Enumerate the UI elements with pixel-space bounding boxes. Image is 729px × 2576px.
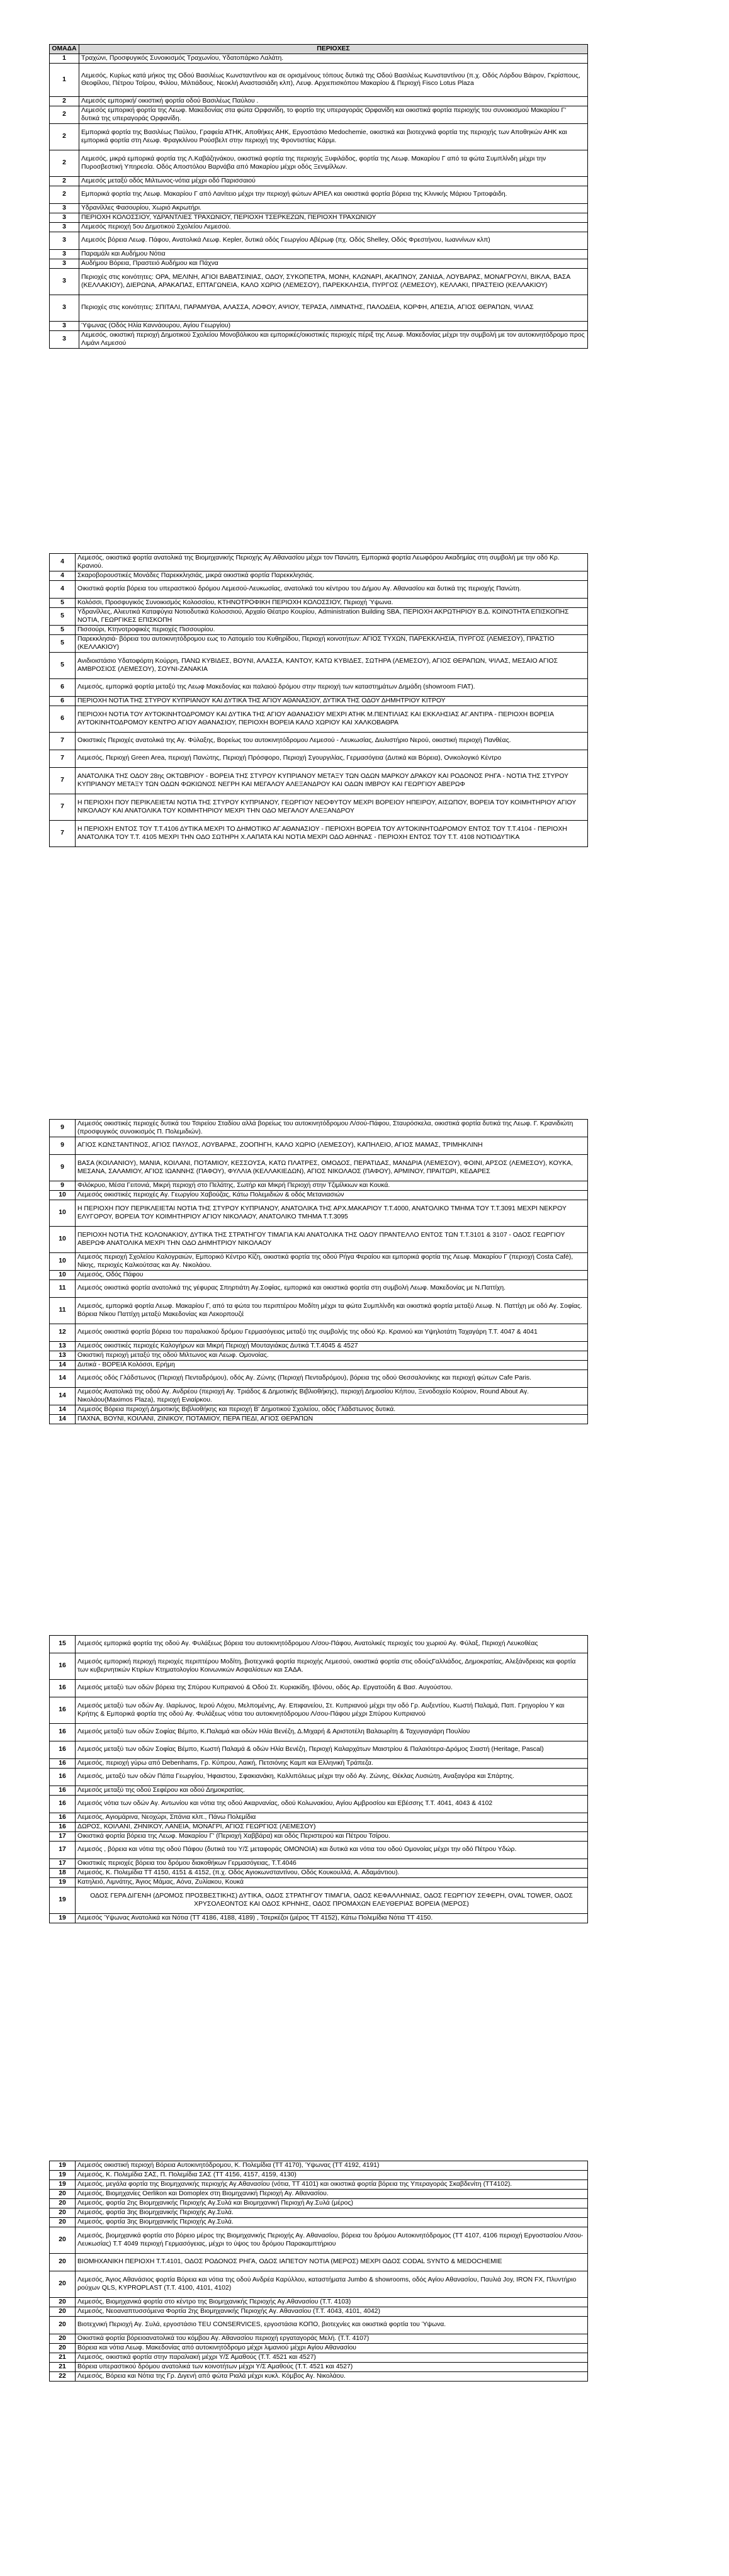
area-description: Λεμεσός οικιστική περιοχή Βόρεια Αυτοκινητόδρομου, Κ. Πολεμίδια (ΤΤ 4170), Ύψωνας (ΤΤ 4192, 4191) (76, 2161, 588, 2171)
group-number: 2 (50, 150, 79, 177)
area-description: ΒΑΣΑ (ΚΟΙΛΑΝΙΟΥ), ΜΑΝΙΑ, ΚΟΙΛΑΝΙ, ΠΟΤΑΜΙΟΥ, ΚΕΣΣΟΥΣΑ, ΚΑΤΩ ΠΛΑΤΡΕΣ, ΟΜΟΔΟΣ, ΠΕΡΑΤΙΔΑΣ, ΜΑΝΔΡΙΑ (ΛΕΜΕΣΟΥ), ΦΟΙΝΙ, ΑΡΣΟΣ (ΛΕΜΕΣΟΥ), ΚΟΥΚΑ, ΜΕΣΑΝΑ, ΣΑΛΑΜΙΟΥ, ΑΓΙΟΣ ΙΩΑΝΝΗΣ (ΠΑΦΟΥ), ΦΥΛΛΙΑ (ΚΕΛΛΑΚΙΕΔΩΝ), ΑΓΙΟΣ ΝΙΚΟΛΑΟΣ (ΠΑΦΟΥ), ΑΡΜΙΝΟΥ, ΠΡΑΙΤΩΡΙ, ΚΕΔΑΡΕΣ (76, 1155, 588, 1181)
area-description: Αυδήμου Βόρεια, Πραστειό Αυδήμου και Πάχνα (79, 259, 588, 269)
table-row (50, 750, 588, 768)
area-description: Λεμεσός, Κυρίως κατά μήκος της Οδού Βασιλέως Κωνσταντίνου και σε ορισμένους τόπους δυτικά της Οδού Βασιλέως Κωνσταντίνου (π.χ. Οδός Λόρδου Βάιρον, Γκρίσπους, Θεοφίλου, Πέτρου Τσίρου, Φιλίου, Μιλτιάδους, Νεοκλή Αναστασιάδη κλπ), Λευφ. Αρχιεπισκόπου Μακαρίου & Περιοχή Fisco Lotus Plaza (79, 64, 588, 97)
area-description: Λεμεσός οικιστικά φορτία βόρεια του παραλιακού δρόμου Γερμασόγειας μεταξύ της συμβολής της οδού Κρ. Κρανιού και Υψηλοτάτη Ταχαγάρη Τ.Τ. 4047 & 4041 (76, 1324, 588, 1342)
area-description: Δυτικά - ΒΟΡΕΙΑ Κολόσσι, Ερήμη (76, 1361, 588, 1370)
table-row (50, 2227, 588, 2254)
area-description: Λεμεσός, Κ. Πολεμίδια ΤΤ 4150, 4151 & 4152, (π.χ. Οδός Αγιοκωνσταντίνου, Οδός Κουκουλλά, Α. Αδαμάντιου). (76, 1869, 588, 1878)
area-description: Λεμεσός οδός Γλάδστωνος (Περιοχή Πενταδρόμου), οδός Αγ. Ζώνης (Περιοχή Πενταδρόμου), βόρεια της οδού Θεσσαλονίκης και περιοχή φώτων Cafe Paris. (76, 1370, 588, 1388)
group-number: 21 (50, 2353, 76, 2363)
table-row (50, 697, 588, 706)
group-number: 5 (50, 608, 76, 626)
group-number: 5 (50, 635, 76, 653)
group-number: 20 (50, 2334, 76, 2344)
group-number: 3 (50, 331, 79, 349)
area-description: ΑΝΑΤΟΛΙΚΑ ΤΗΣ ΟΔΟΥ 28ης ΟΚΤΩΒΡΙΟΥ - ΒΟΡΕΙΑ ΤΗΣ ΣΤΥΡΟΥ ΚΥΠΡΙΑΝΟΥ ΜΕΤΑΞΥ ΤΩΝ ΟΔΩΝ ΜΑΡΚΟΥ ΔΡΑΚΟΥ ΚΑΙ ΡΟΔΟΝΟΣ ΡΗΓΑ - ΝΟΤΙΑ ΤΗΣ ΣΤΥΡΟΥ ΚΥΠΡΙΑΝΟΥ ΜΕΤΑΞΥ ΤΩΝ ΟΔΩΝ ΦΩΚΙΩΝΟΣ ΝΕΓΡΗ ΚΑΙ ΜΕΓΑΛΟΥ ΑΛΕΞΑΝΔΡΟΥ ΚΑΙ ΟΔΩΝ ΙΜΒΡΟΥ ΚΑΙ ΓΕΩΡΓΙΟΥ ΑΒΕΡΩΦ (76, 768, 588, 794)
table-row (50, 1869, 588, 1878)
area-description: Λεμεσός, φορτία 3ης Βιομηχανικής Περιοχής Αγ.Συλά. (76, 2208, 588, 2218)
group-number: 9 (50, 1181, 76, 1191)
areas-table (49, 1119, 588, 1424)
area-description: Ύψωνας (Οδός Ηλία Καννάουρου, Αγίου Γεωργίου) (79, 322, 588, 331)
group-number: 14 (50, 1405, 76, 1415)
group-number: 4 (50, 571, 76, 581)
table-row (50, 1859, 588, 1869)
area-description: Υδρανίλλες Φασουρίου, Χωριό Ακρωτήρι. (79, 204, 588, 213)
area-description: Λεμεσός, Άγιος Αθανάσιος φορτία Βόρεια και νότια της οδού Ανδρέα Καρύλλου, καταστήματα Jumbo & showrooms, οδός Αγίου Αθανασίου, Παυλιά Joy, IRON FX, Πλυντήριο ρούχων QLS, KYPROPLAST (Τ.Τ. 4100, 4101, 4102) (76, 2271, 588, 2298)
table-row (50, 1200, 588, 1227)
table-row (50, 1191, 588, 1200)
group-number: 10 (50, 1227, 76, 1253)
table-row (50, 599, 588, 608)
areas-table (49, 2161, 588, 2382)
table-row (50, 1759, 588, 1769)
group-number: 20 (50, 2190, 76, 2199)
table-row (50, 1832, 588, 1842)
area-description: ΠΕΡΙΟΧΗ ΝΟΤΙΑ ΤΗΣ ΚΟΛΟΝΑΚΙΟΥ, ΔΥΤΙΚΑ ΤΗΣ ΣΤΡΑΤΗΓΟΥ ΤΙΜΑΓΙΑ ΚΑΙ ΑΝΑΤΟΛΙΚΑ ΤΗΣ ΟΔΟΥ ΠΡΑΝΤΕΛΛΟ ΕΝΤΟΣ ΤΩΝ Τ.Τ.3101 & 3107 - ΟΔΟΣ ΓΕΩΡΓΙΟΥ ΑΒΕΡΩΦ ΑΝΑΤΟΛΙΚΑ ΜΕΧΡΙ ΤΗΝ ΟΔΟ ΔΗΜΗΤΡΙΟΥ ΝΙΚΟΛΑΟΥ (76, 1227, 588, 1253)
table-row (50, 1405, 588, 1415)
area-description: Λεμεσός Βόρεια περιοχή Δημοτικής Βιβλιοθήκης και περιοχή Β' Δημοτικού Σχολείου, οδός Γλάδστωνος δυτικά. (76, 1405, 588, 1415)
group-number: 16 (50, 1813, 76, 1823)
area-description: Οικιστικά φορτία βόρειοανατολικά του κόμβου Αγ. Αθανασίου περιοχή εργαταγοράς Μελή. (Τ.Τ. 4107) (76, 2334, 588, 2344)
table-row (50, 1878, 588, 1887)
table-row (50, 223, 588, 232)
area-description: Οικιστικά φορτία βόρεια του υπεραστικού δρόμου Λεμεσού-Λευκωσίας, ανατολικά του κέντρου του Δήμου Αγ. Αθανασίου και δυτικά της περιοχής Πανώτη. (76, 581, 588, 599)
area-description: Οικιστικές Περιοχές ανατολικά της Αγ. Φύλαξης, Βορείως του αυτοκινητόδρομου Λεμεσού - Λευκωσίας, Διυλιστήριο Νερού, οικιστική περιοχή Πανθέας. (76, 733, 588, 750)
area-description: ΔΩΡΟΣ, ΚΟΙΛΑΝΙ, ΖΗΝΙΚΟΥ, ΛΑΝΕΙΑ, ΜΟΝΑΓΡΙ, ΑΓΙΟΣ ΓΕΩΡΓΙΟΣ (ΛΕΜΕΣΟΥ) (76, 1823, 588, 1832)
area-description: ΠΕΡΙΟΧΗ ΝΟΤΙΑ ΤΗΣ ΣΤΥΡΟΥ ΚΥΠΡΙΑΝΟΥ ΚΑΙ ΔΥΤΙΚΑ ΤΗΣ ΑΓΙΟΥ ΑΘΑΝΑΣΙΟΥ, ΔΥΤΙΚΑ ΤΗΣ ΟΔΟΥ ΔΗΜΗΤΡΙΟΥ ΚΙΤΡΟΥ (76, 697, 588, 706)
table-header (50, 45, 588, 54)
area-description: Λεμεσός, εμπορικά φορτία Λεωφ. Μακαρίου Γ, από τα φώτα του περιπτέρου Μοδίτη μέχρι τα φώτα Συμπλίνδη και οικιστικά φορτία μεταξύ Λεωφ. Ν. Παττίχη με οδό Αγ. Σοφίας. Βόρεια Νίκου Παττίχη μεταξύ Μακεδονίας και Λεκορπουζέ (76, 1298, 588, 1324)
group-number: 19 (50, 1914, 76, 1923)
header-group: ΟΜΑΔΑ (50, 45, 79, 54)
area-description: Λεμεσός μεταξύ της οδού Σεφέρου και οδού Δημοκρατίας. (76, 1786, 588, 1796)
group-number: 15 (50, 1636, 76, 1653)
area-description: Λεμεσός νότια των οδών Αγ. Αντωνίου και νότια της οδού Ακαρνανίας, οδού Κολωνακίου, Αγίου Αμβροσίου και Εβέσσης Τ.Τ. 4041, 4043 & 4102 (76, 1796, 588, 1813)
area-description: Λεμεσός , βόρεια και νότια της οδού Πάφου (δυτικά του Υ/Σ μεταφοράς ΟΜΟΝΟΙΑ) και δυτικά και νότια του οδού Ομονοίας μέχρι την οδό Πέτρου Υδώρ. (76, 1842, 588, 1859)
group-number: 17 (50, 1832, 76, 1842)
table-row (50, 2334, 588, 2344)
group-number: 7 (50, 794, 76, 821)
group-number: 16 (50, 1759, 76, 1769)
group-number: 19 (50, 2161, 76, 2171)
area-description: Βόρεια και νότια Λεωφ. Μακεδονίας από αυτοκινητόδρομο μέχρι λιμανιού μέχρι Αγίου Αθανασίου (76, 2344, 588, 2353)
area-description: Η ΠΕΡΙΟΧΗ ΠΟΥ ΠΕΡΙΚΛΕΙΕΤΑΙ ΝΟΤΙΑ ΤΗΣ ΣΤΥΡΟΥ ΚΥΠΡΙΑΝΟΥ, ΑΝΑΤΟΛΙΚΑ ΤΗΣ ΑΡΧ.ΜΑΚΑΡΙΟΥ Τ.Τ.4000, ΑΝΑΤΟΛΙΚΟ ΤΜΗΜΑ ΤΟΥ Τ.Τ.3091 ΜΕΧΡΙ ΝΕΚΡΟΥ ΕΛΥΓΟΡΟΥ, ΒΟΡΕΙΑ ΤΟΥ ΚΟΙΜΗΤΗΡΙΟΥ ΑΓΙΟΥ ΝΙΚΟΛΑΟΥ, ΑΝΑΤΟΛΙΚΟ ΤΜΗΜΑ Τ.Τ.3095 (76, 1200, 588, 1227)
area-description: Λεμεσός οικιστικές περιοχές Καλογήρων και Μικρή Περιοχή Μουταγιάκας Δυτικά Τ.Τ.4045 & 4527 (76, 1342, 588, 1351)
area-description: Λεμεσός εμπορικά φορτία της οδού Αγ. Φυλάξεως βόρεια του αυτοκινητόδρομου Λ/σου-Πάφου, Ανατολικές περιοχές του χωριού Αγ. Φύλαξ, Περιοχή Λευκοθέας (76, 1636, 588, 1653)
table-row (50, 124, 588, 150)
group-number: 10 (50, 1253, 76, 1271)
group-number: 16 (50, 1769, 76, 1786)
table-row (50, 177, 588, 186)
group-number: 17 (50, 1859, 76, 1869)
area-description: Λεμεσός, Βόρεια και Νότια της Γρ. Διγενή από φώτα Ριαλά μέχρι κυκλ. Κόμβος Αγ. Νικολάου. (76, 2372, 588, 2382)
table-row (50, 1351, 588, 1361)
area-description: ΠΑΧΝΑ, ΒΟΥΝΙ, ΚΟΙΛΑΝΙ, ΖΙΝΙΚΟΥ, ΠΟΤΑΜΙΟΥ, ΠΕΡΑ ΠΕΔΙ, ΑΓΙΟΣ ΘΕΡΑΠΩΝ (76, 1415, 588, 1424)
area-description: Λεμεσός, Οδός Πάφου (76, 1271, 588, 1280)
area-description: Λεμεσός, οικιστική περιοχή Δημοτικού Σχολείου Μονοβόλικου και εμπορικές/οικιστικές περιοχές πέριξ της Λεωφ. Μακεδονίας μέχρι την συμβολή με τον αυτοκινητόδρομο προς Λιμάνι Λεμεσού (79, 331, 588, 349)
group-number: 21 (50, 2363, 76, 2372)
table-row (50, 2199, 588, 2208)
group-number: 10 (50, 1200, 76, 1227)
table-row (50, 1741, 588, 1759)
group-number: 20 (50, 2344, 76, 2353)
area-description: Λεμεσός μεταξύ των οδών βόρεια της Σπύρου Κυπριανού & Οδού Στ. Κυριακίδη, Ιβόνου, οδός Αρ. Εργατούδη & Βασ. Αυγούστου. (76, 1680, 588, 1697)
group-number: 7 (50, 821, 76, 847)
area-description: Λεμεσός, μικρά εμπορικά φορτία της Λ.Καβάζηνάκου, οικιστικά φορτία της περιοχής Ξυφιλάδος, φορτία της Λεωφ. Μακαρίου Γ από τα φώτα Συμπλίνδη μέχρι την Πυροσβεστική Υπηρεσία. Οδός Αποστόλου Βαρνάβα από Μακαρίου μέχρι οδός Ξενιμίλλων. (79, 150, 588, 177)
table-row (50, 2171, 588, 2180)
table-row (50, 626, 588, 635)
group-number: 16 (50, 1796, 76, 1813)
group-number: 22 (50, 2372, 76, 2382)
table-row (50, 232, 588, 250)
table-row (50, 1813, 588, 1823)
area-description: Λεμεσός, βιομηχανικά φορτία στο βόρειο μέρος της Βιομηχανικής Περιοχής Αγ. Αθανασίου, βόρεια του δρόμου Αυτοκινητόδρομος (ΤΤ 4107, 4106 περιοχή Εργοστασίου Λ/σου-Λευκωσίας) Τ.Τ 4049 περιοχή Γερμασόγειας, μέχρι το ύψος του δρόμου Παρακαμπτήριου (76, 2227, 588, 2254)
areas-table (49, 44, 588, 349)
group-number: 9 (50, 1120, 76, 1137)
area-description: Λεμεσός, οικιστικά φορτία ανατολικά της Βιομηχανικής Περιοχής Αγ.Αθανασίου μέχρι τον Πανώτη, Εμπορικά φορτία Λεωφόρου Ακαδημίας στη συμβολή με την οδό Κρ. Κρανιού. (76, 554, 588, 571)
group-number: 14 (50, 1415, 76, 1424)
group-number: 3 (50, 269, 79, 295)
group-number: 3 (50, 223, 79, 232)
area-description: Εμπορικά φορτία της Βασιλέως Παύλου, Γραφεία ΑΤΗΚ, Αποθήκες ΑΗΚ, Εργοστάσιο Medochemie, οικιστικά και βιοτεχνικά φορτία της περιοχής των Αποθηκών ΑΗΚ και εμπορικά φορτία στη Λεωφ. Φραγκλίνου Ρούσβελτ στην περιοχή της Φροντιστίας Κάρμι. (79, 124, 588, 150)
area-description: Κολόσσι, Προσφυγικός Συνοικισμός Κολοσσίου, ΚΤΗΝΟΤΡΟΦΙΚΗ ΠΕΡΙΟΧΗ ΚΟΛΟΣΣΙΟΥ, Περιοχή Ύψωνα. (76, 599, 588, 608)
area-description: Λεμεσός περιοχή Σχολείου Καλογραιών, Εμπορικό Κέντρο Κίζη, οικιστικά φορτία της οδού Ρήγα Φεραίου και εμπορικά φορτία της Λεωφ. Μακαρίου Γ (περιοχή Costa Café), Νίκης, περιοχές Καλκούτσας και Αγ. Νικολάου. (76, 1253, 588, 1271)
group-number: 3 (50, 295, 79, 322)
area-description: Λεμεσός μεταξύ των οδών Σοφίας Βέμπο, Κωστή Παλαμά & οδών Ηλία Βενέζη, Περιοχή Καλαρχάτων Μαιστρίου & Παλαιότερα-Δρόμος Σιαστή (Heritage, Pascal) (76, 1741, 588, 1759)
table-row (50, 1823, 588, 1832)
table-row (50, 1914, 588, 1923)
header-areas: ΠΕΡΙΟΧΕΣ (79, 45, 588, 54)
group-number: 2 (50, 177, 79, 186)
area-description: Λεμεσός οικιστικές περιοχές δυτικά του Τσιρείου Σταδίου αλλά βορείως του αυτοκινητόδρομου Λ/σού-Πάφου, Σταυρόσκελα, οικιστικά φορτία δυτικά της Λεωφ. Γ. Κρανιδιώτη (προσφυγικός συνοικισμός Π. Πολεμιδιών). (76, 1120, 588, 1137)
table-row (50, 97, 588, 106)
group-number: 20 (50, 2218, 76, 2227)
group-number: 20 (50, 2208, 76, 2218)
group-number: 4 (50, 554, 76, 571)
area-description: Φιλόκρυο, Μέσα Γειτονιά, Μικρή περιοχή στο Πελάτης, Σωτήρ και Μικρή Περιοχή στην Τζιμίλκιων και Κουκά. (76, 1181, 588, 1191)
area-description: Λεμεσός εμπορική περιοχή περιοχές περιπτέρου Μοδίτη, βιοτεχνικά φορτία περιοχής Λεμεσού, οικιστικά φορτία στις οδούςΓαλλιάδος, Δημοκρατίας, Αλεξάνδρειας και φορτία των κυβερνητικών Κτιρίων Κτηματολογίου Κοινωνικών Ασφαλίσεων και ΣΑΔΑ. (76, 1653, 588, 1680)
area-description: Βόρεια υπεραστικού δρόμου ανατολικά των κοινοτήτων μέχρι Υ/Σ Αμαθούς (Τ.Τ. 4521 και 4527) (76, 2363, 588, 2372)
area-description: Παρεκκλησιά- βόρεια του αυτοκινητόδρομου εως το Λατομείο του Κυθηρίδου, Περιοχή κοινοτήτων: ΑΓΙΟΣ ΤΥΧΩΝ, ΠΑΡΕΚΚΛΗΣΙΑ, ΠΥΡΓΟΣ (ΛΕΜΕΣΟΥ), ΠΡΑΣΤΙΟ (ΚΕΛΛΑΚΙΟΥ) (76, 635, 588, 653)
area-description: Ανιδιοιστάσιο Υδατοφόρτη Κούρρη, ΠΑΝΩ ΚΥΒΙΔΕΣ, ΒΟΥΝΙ, ΑΛΑΣΣΑ, ΚΑΝΤΟΥ, ΚΑΤΩ ΚΥΒΙΔΕΣ, ΣΩΤΗΡΑ (ΛΕΜΕΣΟΥ), ΑΓΙΟΣ ΘΕΡΑΠΩΝ, ΨΙΛΑΣ, ΜΕΣΑΙΟ ΑΓΙΟΣ ΑΜΒΡΟΣΙΟΣ (ΛΕΜΕΣΟΥ), ΣΟΥΝΙ-ΖΑΝΑΚΙΑ (76, 653, 588, 679)
area-description: Πισσούρι, Κτηνοτροφικές περιοχές Πισσουρίου. (76, 626, 588, 635)
table-row (50, 1324, 588, 1342)
group-number: 7 (50, 768, 76, 794)
group-number: 18 (50, 1869, 76, 1878)
table-row (50, 150, 588, 177)
table-row (50, 1653, 588, 1680)
group-number: 14 (50, 1370, 76, 1388)
area-description: Βιοτεχνική Περιοχή Αγ. Συλά, εργοστάσιο ΤΕU CONSERVICES, εργοστάσια ΚΟΠΟ, βιοτεχνίες και οικιστικά φορτία του Ύψωνα. (76, 2317, 588, 2334)
area-description: Κατηλειό, Λιμνάτης, Άγιος Μάμας, Αόνα, Ζυλίακου, Κουκά (76, 1878, 588, 1887)
table-row (50, 1415, 588, 1424)
area-description: Η ΠΕΡΙΟΧΗ ΠΟΥ ΠΕΡΙΚΛΕΙΕΤΑΙ ΝΟΤΙΑ ΤΗΣ ΣΤΥΡΟΥ ΚΥΠΡΙΑΝΟΥ, ΓΕΩΡΓΙΟΥ ΝΕΟΦΥΤΟΥ ΜΕΧΡΙ ΒΟΡΕΙΟΥ ΗΠΕΙΡΟΥ, ΑΙΣΩΠΟΥ, ΒΟΡΕΙΑ ΤΟΥ ΚΟΙΜΗΤΗΡΙΟΥ ΑΓΙΟΥ ΝΙΚΟΛΑΟΥ ΚΑΙ ΑΝΑΤΟΛΙΚΑ ΤΟΥ ΚΟΙΜΗΤΗΡΙΟΥ ΜΕΧΡΙ ΤΗΝ ΟΔΟ ΜΕΓΑΛΟΥ ΑΛΕΞΑΝΔΡΟΥ (76, 794, 588, 821)
table-row (50, 2307, 588, 2317)
table-row (50, 269, 588, 295)
area-description: Οικιστικά φορτία βόρεια της Λεωφ. Μακαρίου Γ' (Περιοχή Χαββάρα) και οδός Περιστερού και Πέτρου Τσίρου. (76, 1832, 588, 1842)
table-row (50, 2372, 588, 2382)
group-number: 11 (50, 1280, 76, 1298)
area-description: ΑΓΙΟΣ ΚΩΝΣΤΑΝΤΙΝΟΣ, ΑΓΙΟΣ ΠΑΥΛΟΣ, ΛΟΥΒΑΡΑΣ, ΖΟΟΠΗΓΗ, ΚΑΛΟ ΧΩΡΙΟ (ΛΕΜΕΣΟΥ), ΚΑΠΗΛΕΙΟ, ΑΓΙΟΣ ΜΑΜΑΣ, ΤΡΙΜΗΚΛΙΝΗ (76, 1137, 588, 1155)
group-number: 2 (50, 97, 79, 106)
group-number: 3 (50, 250, 79, 259)
area-description: Λεμεσός, Περιοχή Green Area, περιοχή Πανώτης, Περιοχή Πρόσφορο, Περιοχή Σγουργιλίας, Γερμασόγεια (Δυτικά και Βόρεια), Ονικολογικό Κέντρο (76, 750, 588, 768)
table-row (50, 1680, 588, 1697)
group-number: 11 (50, 1298, 76, 1324)
table-row (50, 2353, 588, 2363)
area-description: Λεμεσός, φορτία 3ης Βιομηχανικής Περιοχής Αγ.Συλά. (76, 2218, 588, 2227)
table-row (50, 1388, 588, 1405)
group-number: 3 (50, 232, 79, 250)
area-description: Λεμεσός εμπορική/ οικιστική φορτία οδού Βασιλέως Παύλου . (79, 97, 588, 106)
group-number: 19 (50, 2171, 76, 2180)
table-row (50, 2344, 588, 2353)
group-number: 20 (50, 2254, 76, 2271)
group-number: 20 (50, 2199, 76, 2208)
area-description: Λεμεσός, Βιομηχανικά φορτία στο κέντρο της Βιομηχανικής Περιοχής Αγ.Αθανασίου (Τ.Τ. 4103) (76, 2298, 588, 2307)
area-description: Λεμεσός, Βιομηχανίες Oerlikon και Domoplex στη Βιομηχανική Περιοχή Αγ. Αθανασίου. (76, 2190, 588, 2199)
group-number: 16 (50, 1680, 76, 1697)
table-row (50, 1769, 588, 1786)
area-description: Λεμεσός βόρεια Λεωφ. Πάφου, Ανατολικά Λεωφ. Kepler, δυτικά οδός Γεωργίου Αβέρωφ (πχ. Οδός Shelley, Οδός Φρεστήνου, Ιωαννίνων κλπ) (79, 232, 588, 250)
group-number: 10 (50, 1271, 76, 1280)
areas-table (49, 1635, 588, 1923)
group-number: 7 (50, 750, 76, 768)
table-row (50, 186, 588, 204)
table-row (50, 1342, 588, 1351)
area-description: Λεμεσός, μεταξύ των οδών Πάπα Γεωργίου, Ήφαιστου, Σφακιανάκη, Καλλιπόλεως μέχρι την οδό Αγ. Ζώνης, Θέκλας Λυσιώτη, Αναξαγόρα και Σπάρτης. (76, 1769, 588, 1786)
table-row (50, 250, 588, 259)
group-number: 16 (50, 1697, 76, 1724)
table-row (50, 1253, 588, 1271)
area-description: Περιοχές στις κοινότητες: ΣΠΙΤΑΛΙ, ΠΑΡΑΜΥΘΑ, ΑΛΑΣΣΑ, ΛΟΦΟΥ, ΑΨΙΟΥ, ΤΕΡΑΣΑ, ΛΙΜΝΑΤΗΣ, ΠΑΛΟΔΕΙΑ, ΚΟΡΦΗ, ΑΠΕΣΙΑ, ΑΓΙΟΣ ΘΕΡΑΠΩΝ, ΨΙΛΑΣ (79, 295, 588, 322)
table-row (50, 1181, 588, 1191)
area-description: Λεμεσός, εμπορικά φορτία μεταξύ της Λεωφ Μακεδονίας και παλαιού δρόμου στην περιοχή των καταστημάτων Δημάδη (showroom FIAT). (76, 679, 588, 697)
group-number: 20 (50, 2298, 76, 2307)
area-description: ΠΕΡΙΟΧΗ ΚΟΛΟΣΣΙΟΥ, ΥΔΡΑΝΤΛΙΕΣ ΤΡΑΧΩΝΙΟΥ, ΠΕΡΙΟΧΗ ΤΣΕΡΚΕΖΩΝ, ΠΕΡΙΟΧΗ ΤΡΑΧΩΝΙΟΥ (79, 213, 588, 223)
area-description: Λεμεσός, φορτία 2ης Βιομηχανικής Περιοχής Αγ.Συλά και Βιομηχανική Περιοχή Αγ.Συλά (μέρος) (76, 2199, 588, 2208)
group-number: 9 (50, 1155, 76, 1181)
group-number: 9 (50, 1137, 76, 1155)
group-number: 3 (50, 322, 79, 331)
group-number: 5 (50, 626, 76, 635)
area-description: Οικιστικές περιοχές βόρεια του δρόμου διακοθήκων Γερμασόγειας, Τ.Τ.4046 (76, 1859, 588, 1869)
table-row (50, 1298, 588, 1324)
table-row (50, 706, 588, 733)
area-description: Λεμεσός, Αγιομάρινα, Νεοχώρι, Σπάνια κλπ., Πάνω Πολεμίδια (76, 1813, 588, 1823)
area-description: Λεμεσός εμπορική φορτία της Λεωφ. Μακεδονίας στα φώτα Ορφανίδη, το φορτίο της υπεραγοράς Ορφανίδη και οικιστικά φορτία περιοχής του συνοικισμού Μακαρίου Γ' δυτικά της υπεραγοράς Ορφανίδη. (79, 106, 588, 124)
group-number: 14 (50, 1361, 76, 1370)
table-row (50, 2363, 588, 2372)
area-description: Λεμεσός, Κ. Πολεμίδια ΣΑΣ, Π. Πολεμίδια ΣΑΣ (ΤΤ 4156, 4157, 4159, 4130) (76, 2171, 588, 2180)
area-description: Λεμεσός Ύψωνας Ανατολικά και Νότια (ΤΤ 4186, 4188, 4189) , Τσερκέζοι (μέρος ΤΤ 4152), Κάτω Πολεμίδια Νότια ΤΤ 4150. (76, 1914, 588, 1923)
table-row (50, 1370, 588, 1388)
area-description: Τραχώνι, Προσφυγικός Συνοικισμός Τραχωνίου, Υδατοπάρκο Λαλάτη. (79, 54, 588, 64)
table-row (50, 213, 588, 223)
group-number: 2 (50, 124, 79, 150)
area-description: Λεμεσός, περιοχή γύρω από Debenhams, Γρ. Κύπρου, Λαική, Πετσιόνης Καμπ και Ελληνική Τράπεζα. (76, 1759, 588, 1769)
table-row (50, 1724, 588, 1741)
table-row (50, 794, 588, 821)
area-description: Λεμεσός Ανατολικά της οδού Αγ. Ανδρέου (περιοχή Αγ. Τριάδος & Δημοτικής Βιβλιοθήκης), περιοχή Δημοσίου Κήπου, Ξενοδοχείο Κούριον, Round About Αγ. Νικολάου(Maximos Plaza), περιοχή Ενιαίρκου. (76, 1388, 588, 1405)
table-row (50, 1155, 588, 1181)
group-number: 20 (50, 2227, 76, 2254)
area-description: Λεμεσός περιοχή 5ου Δημοτικού Σχολείου Λεμεσού. (79, 223, 588, 232)
table-row (50, 331, 588, 349)
area-description: Σκαροβορουστικές Μονάδες Παρεκκλησιάς, μικρά οικιστικά φορτία Παρεκκλησιάς. (76, 571, 588, 581)
table-row (50, 2161, 588, 2171)
group-number: 20 (50, 2317, 76, 2334)
area-description: ΒΙΟΜΗΧΑΝΙΚΗ ΠΕΡΙΟΧΗ Τ.Τ.4101, ΟΔΟΣ ΡΟΔΟΝΟΣ ΡΗΓΑ, ΟΔΟΣ ΙΑΠΕΤΟΥ ΝΟΤΙΑ (ΜΕΡΟΣ) ΜΕΧΡΙ ΟΔΟΣ CODAL SYNTO & MEDOCHEMIE (76, 2254, 588, 2271)
table-row (50, 1361, 588, 1370)
table-row (50, 295, 588, 322)
area-description: Υδρανίλλες, Αλιευτικά Καταφύγια Νοτιοδυτικά Κολοσσιού, Αρχαίο Θέατρο Κουρίου, Administration Building SBA, ΠΕΡΙΟΧΗ ΑΚΡΩΤΗΡΙΟΥ Β.Δ. ΚΟΙΝΟΤΗΤΑ ΕΠΙΣΚΟΠΗΣ ΝΟΤΙΑ, ΓΕΩΡΓΙΚΕΣ ΕΠΙΣΚΟΠΗ (76, 608, 588, 626)
table-row (50, 2317, 588, 2334)
group-number: 3 (50, 204, 79, 213)
group-number: 14 (50, 1388, 76, 1405)
area-description: ΠΕΡΙΟΧΗ ΝΟΤΙΑ ΤΟΥ ΑΥΤΟΚΙΝΗΤΟΔΡΟΜΟΥ ΚΑΙ ΔΥΤΙΚΑ ΤΗΣ ΑΓΙΟΥ ΑΘΑΝΑΣΙΟΥ ΜΕΧΡΙ ΑΤΗΚ Μ.ΠΕΝΤΙΛΙΑΣ ΚΑΙ ΕΚΚΛΗΣΙΑΣ ΑΓ.ΑΝΤΙΡΑ - ΠΕΡΙΟΧΗ ΒΟΡΕΙΑ ΑΥΤΟΚΙΝΗΤΟΔΡΟΜΟΥ ΚΕΝΤΡΟ ΑΓΙΟΥ ΑΘΑΝΑΣΙΟΥ, ΠΕΡΙΟΧΗ ΒΟΡΕΙΑ ΚΑΛΟ ΧΩΡΙΟΥ ΚΑΙ ΧΑΛΚΟΒΑΘΡΑ (76, 706, 588, 733)
table-row (50, 1636, 588, 1653)
group-number: 13 (50, 1351, 76, 1361)
area-description: Λεμεσός μεταξύ οδός Μιλτωνος-νότια μέχρι οδό Παρισσαιού (79, 177, 588, 186)
table-row (50, 2271, 588, 2298)
areas-table (49, 553, 588, 847)
group-number: 19 (50, 1887, 76, 1914)
group-number: 16 (50, 1741, 76, 1759)
area-description: Περιοχές στις κοινότητες: ΟΡΑ, ΜΕΛΙΝΗ, ΑΓΙΟΙ ΒΑΒΑΤΣΙΝΙΑΣ, ΟΔΟΥ, ΣΥΚΟΠΕΤΡΑ, ΜΟΝΗ, ΚΛΩΝΑΡΙ, ΑΚΑΠΝΟΥ, ΖΑΝΙΔΑ, ΛΟΥΒΑΡΑΣ, ΜΟΝΑΓΡΟΥΛΙ, ΒΙΚΛΑ, ΒΑΣΑ (ΚΕΛΛΑΚΙΟΥ), ΔΙΕΡΩΝΑ, ΑΡΑΚΑΠΑΣ, ΕΠΤΑΓΩΝΕΙΑ, ΚΑΛΟ ΧΩΡΙΟ (ΛΕΜΕΣΟΥ), ΠΑΡΕΚΚΛΗΣΙΑ, ΠΥΡΓΟΣ (ΛΕΜΕΣΟΥ), ΚΕΛΛΑΚΙ, ΠΡΑΣΤΕΙΟ (ΚΕΛΛΑΚΙΟΥ) (79, 269, 588, 295)
table-row (50, 1271, 588, 1280)
table-row (50, 571, 588, 581)
group-number: 7 (50, 733, 76, 750)
table-row (50, 1796, 588, 1813)
group-number: 12 (50, 1324, 76, 1342)
area-description: Οικιστική περιοχή μεταξύ της οδού Μιλτωνος και Λεωφ. Ομονοίας. (76, 1351, 588, 1361)
area-description: Παραμάλι και Αυδήμου Νότια (79, 250, 588, 259)
table-row (50, 733, 588, 750)
table-row (50, 2298, 588, 2307)
area-description: ΟΔΟΣ ΓΕΡΑ ΔΙΓΕΝΗ (ΔΡΟΜΟΣ ΠΡΟΣΒΕΣΤΙΚΗΣ) ΔΥΤΙΚΑ, ΟΔΟΣ ΣΤΡΑΤΗΓΟΥ ΤΙΜΑΓΙΑ, ΟΔΟΣ ΚΕΦΑΛΛΗΝΙΑΣ, ΟΔΟΣ ΓΕΩΡΓΙΟΥ ΣΕΦΕΡΗ, OVAL TOWER, ΟΔΟΣ ΧΡΥΣΟΛΕΟΝΤΟΣ ΚΑΙ ΟΔΟΣ ΚΡΗΝΗΣ, ΟΔΟΣ ΠΡΟΜΑΧΩΝ ΕΛΕΥΘΕΡΙΑΣ ΒΟΡΕΙΑ (ΜΕΡΟΣ) (76, 1887, 588, 1914)
table-row (50, 2190, 588, 2199)
group-number: 19 (50, 2180, 76, 2190)
group-number: 16 (50, 1724, 76, 1741)
table-row (50, 653, 588, 679)
table-row (50, 259, 588, 269)
group-number: 16 (50, 1786, 76, 1796)
group-number: 3 (50, 259, 79, 269)
group-number: 4 (50, 581, 76, 599)
table-row (50, 679, 588, 697)
area-description: Λεμεσός, οικιστικά φορτία στην παραλιακή μέχρι Υ/Σ Αμαθούς (Τ.Τ. 4521 και 4527) (76, 2353, 588, 2363)
group-number: 20 (50, 2307, 76, 2317)
group-number: 10 (50, 1191, 76, 1200)
area-description: Λεμεσός οικιστικά φορτία ανατολικά της γέφυρας Σπηρτιάτη Αγ.Σοφίας, εμπορικά και οικιστικά φορτία στη συμβολή Λεωφ. Μακεδονίας με Ν.Παττίχη. (76, 1280, 588, 1298)
group-number: 20 (50, 2271, 76, 2298)
area-description: Εμπορικά φορτία της Λεωφ. Μακαρίου Γ από Λανίτειο μέχρι την περιοχή φώτων ΑΡΙΕΛ και οικιστικά φορτία βόρεια της Κλινικής Μάριου Τριτοφάιδη. (79, 186, 588, 204)
area-description: Λεμεσός οικιστικές περιοχές Αγ. Γεωργίου Χαβούζας, Κάτω Πολεμιδιών & οδός Μετανιασιών (76, 1191, 588, 1200)
group-number: 3 (50, 213, 79, 223)
table-row (50, 1137, 588, 1155)
table-row (50, 1227, 588, 1253)
table-row (50, 54, 588, 64)
group-number: 13 (50, 1342, 76, 1351)
area-description: Η ΠΕΡΙΟΧΗ ΕΝΤΟΣ ΤΟΥ Τ.Τ.4106 ΔΥΤΙΚΑ ΜΕΧΡΙ ΤΟ ΔΗΜΟΤΙΚΟ ΑΓ.ΑΘΑΝΑΣΙΟΥ - ΠΕΡΙΟΧΗ ΒΟΡΕΙΑ ΤΟΥ ΑΥΤΟΚΙΝΗΤΟΔΡΟΜΟΥ ΕΝΤΟΣ ΤΟΥ Τ.Τ.4104 - ΠΕΡΙΟΧΗ ΑΝΑΤΟΛΙΚΑ ΤΟΥ Τ.Τ. 4105 ΜΕΧΡΙ ΤΗΝ ΟΔΟ ΣΩΤΗΡΗ Χ.ΛΑΠΑΤΑ ΚΑΙ ΝΟΤΙΑ ΜΕΧΡΙ ΟΔΟ ΑΘΗΝΑΣ - ΠΕΡΙΟΧΗ ΕΝΤΟΣ ΤΟΥ Τ.Τ. 4108 ΝΟΤΙΟΔΥΤΙΚΑ (76, 821, 588, 847)
group-number: 6 (50, 706, 76, 733)
area-description: Λεμεσός μεταξύ των οδών Αγ. Ιλαρίωνος, Ιερού Λόχου, Μελπομένης, Αγ. Επιφανείου, Στ. Κυπριανού μέχρι την οδό Γρ. Αυξεντίου, Κωστή Παλαμά, Παπ. Γρηγορίου Υ και Κρήτης & Εμπορικά φορτία της οδού Αγ. Φυλάξεως νότια του αυτοκινητόδρομου Λ/σου-Πάφου μέχρι Σπύρου Κυπριανού (76, 1697, 588, 1724)
table-row (50, 204, 588, 213)
table-row (50, 581, 588, 599)
table-row (50, 322, 588, 331)
table-row (50, 1887, 588, 1914)
table-row (50, 1280, 588, 1298)
table-row (50, 1842, 588, 1859)
group-number: 5 (50, 653, 76, 679)
table-row (50, 554, 588, 571)
table-row (50, 1786, 588, 1796)
table-row (50, 2208, 588, 2218)
table-row (50, 2180, 588, 2190)
group-number: 16 (50, 1823, 76, 1832)
table-row (50, 106, 588, 124)
group-number: 2 (50, 106, 79, 124)
group-number: 6 (50, 697, 76, 706)
area-description: Λεμεσός, μεγάλα φορτία της Βιομηχανικής περιοχής Αγ.Αθανασίου (νότια, ΤΤ 4101) και οικιστικά φορτία βόρεια της Υπεραγοράς Σκαβδενίτη (ΤΤ4102). (76, 2180, 588, 2190)
table-row (50, 2254, 588, 2271)
table-row (50, 821, 588, 847)
group-number: 1 (50, 54, 79, 64)
group-number: 17 (50, 1842, 76, 1859)
table-row (50, 1697, 588, 1724)
group-number: 2 (50, 186, 79, 204)
table-row (50, 635, 588, 653)
area-description: Λεμεσός, Νεοαναπτυσσόμενα Φορτία 2ης Βιομηχανικής Περιοχής Αγ. Αθανασίου (Τ.Τ. 4043, 4101, 4042) (76, 2307, 588, 2317)
group-number: 19 (50, 1878, 76, 1887)
table-row (50, 2218, 588, 2227)
area-description: Λεμεσός μεταξύ των οδών Σοφίας Βέμπο, Κ.Παλαμά και οδών Ηλία Βενέζη, Δ.Μιχαρή & Αριστοτέλη Βαλαωρίτη & Ταχυγιαγιάρη Πουλίου (76, 1724, 588, 1741)
group-number: 5 (50, 599, 76, 608)
table-row (50, 64, 588, 97)
table-row (50, 608, 588, 626)
group-number: 6 (50, 679, 76, 697)
group-number: 1 (50, 64, 79, 97)
table-row (50, 1120, 588, 1137)
table-row (50, 768, 588, 794)
group-number: 16 (50, 1653, 76, 1680)
